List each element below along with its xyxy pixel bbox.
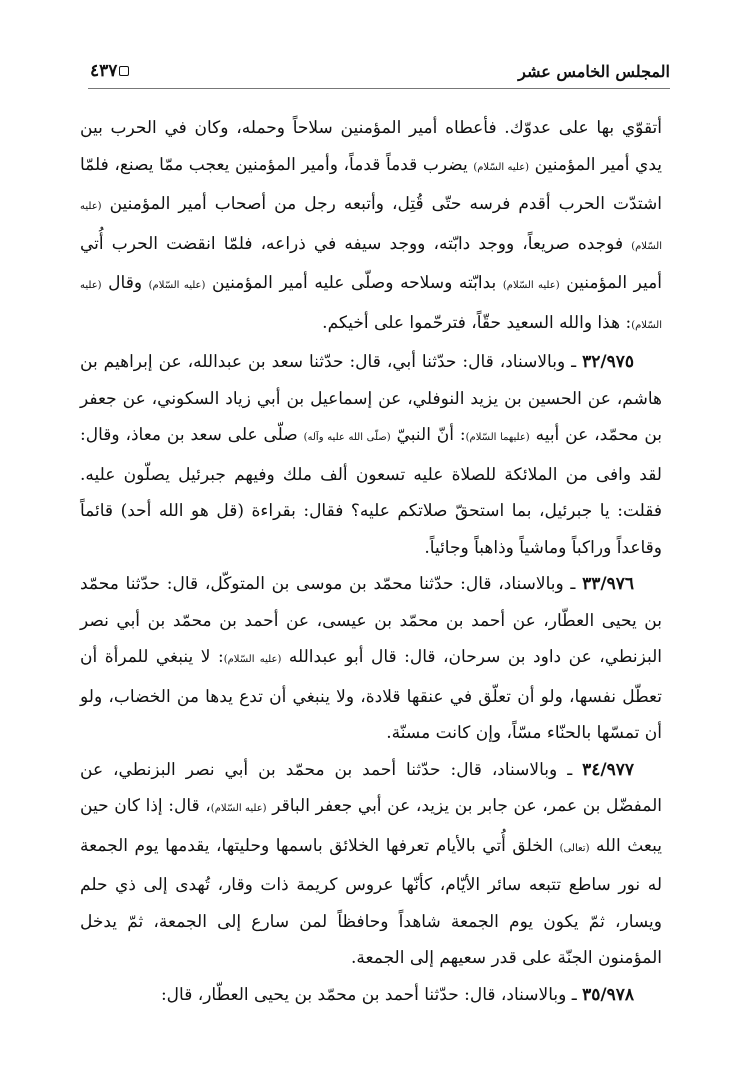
text-segment: ـ وبالاسناد، قال: حدّثنا أحمد بن محمّد بن يحيى العطّار، قال: xyxy=(160,984,583,1005)
running-head: المجلس الخامس عشر xyxy=(518,61,670,81)
text-segment: بدابّته وسلاحه وصلّى عليه أمير المؤمنين xyxy=(205,273,503,293)
honorific-note: (عليه السّلام) xyxy=(148,280,206,291)
hadith-number: ٣٤/٩٧٧ xyxy=(582,759,634,780)
paragraph xyxy=(80,566,662,752)
text-segment: الخلق أُتي بالأيام تعرفها الخلائق باسمها وحليتها، يقدمها يوم الجمعة له نور ساطع تتبعه سائر الأيّام، كأنّها عروس كريمة ذات وقار، تُهدى إلى ذي حلم ويسار، ثمّ يكون يوم الجمعة شاهداً وحافظاً لمن سارع إلى الجمعة، ثمّ يدخل المؤمنون الجنّة على قدر سعيهم إلى الجمعة. xyxy=(80,835,662,968)
text-segment: وقال xyxy=(101,273,149,293)
page-number: ٤٣٧ xyxy=(90,61,118,81)
hadith-number: ٣٣/٩٧٦ xyxy=(582,574,634,594)
text-segment: صلّى على سعد بن معاذ، وقال: لقد وافى من الملائكة للصلاة عليه تسعون ألف ملك وفيهم جبرئيل يصلّون عليه. فقلت: يا جبرئيل، بما استحقّ صلاتكم عليه؟ فقال: بقراءة (قل هو الله أحد) قائماً وقاعداً وراكباً وماشياً وذاهباً وجائياً. xyxy=(80,425,662,558)
text-segment: يضرب قدماً قدماً، وأمير المؤمنين يعجب ممّا يصنع، فلمّا اشتدّت الحرب أقدم فرسه حتّى قُتِل، وأتبعه رجل من أصحاب أمير المؤمنين xyxy=(80,154,662,214)
honorific-note: (عليه السّلام) xyxy=(223,654,282,665)
text-segment: أتقوّي بها على عدوّك. فأعطاه أمير المؤمنين سلاحاً وحمله، وكان في الحرب بين يدي أمير المؤمنين xyxy=(80,118,662,175)
header-rule xyxy=(88,88,670,89)
text-segment: ـ وبالاسناد، قال: حدّثنا أبي، قال: حدّثنا سعد بن عبدالله، عن إبراهيم بن هاشم، عن الحسين بن يزيد النوفلي، عن إسماعيل بن أبي زياد السكوني، عن جعفر بن محمّد، عن أبيه xyxy=(80,352,662,445)
honorific-note: (عليه السّلام) xyxy=(502,280,560,291)
page-number-group xyxy=(90,61,129,81)
honorific-note: (عليه السّلام) xyxy=(80,201,662,252)
honorific-note: (عليه السّلام) xyxy=(80,280,662,331)
honorific-note: (عليهما السّلام) xyxy=(465,432,530,443)
paragraph xyxy=(80,110,662,344)
text-segment: : لا ينبغي للمرأة أن تعطّل نفسها، ولو أن تعلّق في عنقها قلادة، ولا ينبغي أن تدع يدها من الخضاب، ولو أن تمسّها بالحنّاء مسّاً، وإن كانت مسنّة. xyxy=(80,647,662,743)
paragraph xyxy=(80,344,662,566)
text-segment: ، قال: إذا كان حين يبعث الله xyxy=(80,796,662,856)
paragraph xyxy=(80,752,662,977)
text-segment: : هذا والله السعيد حقّاً، فترحّموا على أخيكم. xyxy=(322,312,632,333)
honorific-note: (صلّى الله عليه وآله) xyxy=(303,432,391,443)
page-header xyxy=(90,56,670,86)
hadith-number: ٣٢/٩٧٥ xyxy=(582,352,634,372)
honorific-note: (عليه السّلام) xyxy=(473,161,530,173)
text-segment: فوجده صريعاً، ووجد دابّته، ووجد سيفه في ذراعه، فلمّا انقضت الحرب أُتي أمير المؤمنين xyxy=(80,233,662,293)
text-segment: : أنّ النبيّ xyxy=(390,425,466,445)
page-body xyxy=(80,110,662,1013)
text-segment: ـ وبالاسناد، قال: حدّثنا أحمد بن محمّد بن أبي نصر البزنطي، عن المفضّل بن عمر، عن جابر بن يزيد، عن أبي جعفر الباقر xyxy=(80,759,663,816)
honorific-note: (عليه السّلام) xyxy=(210,803,267,814)
page-number-box-icon xyxy=(119,66,129,76)
honorific-note: (تعالى) xyxy=(559,842,590,854)
paragraph xyxy=(80,977,662,1014)
hadith-number: ٣٥/٩٧٨ xyxy=(582,984,634,1005)
text-segment: ـ وبالاسناد، قال: حدّثنا محمّد بن موسى بن المتوكّل، قال: حدّثنا محمّد بن يحيى العطّار، عن أحمد بن محمّد بن عيسى، عن أحمد بن محمّد بن أبي نصر البزنطي، عن داود بن سرحان، قال: قال أبو عبدالله xyxy=(80,574,662,667)
